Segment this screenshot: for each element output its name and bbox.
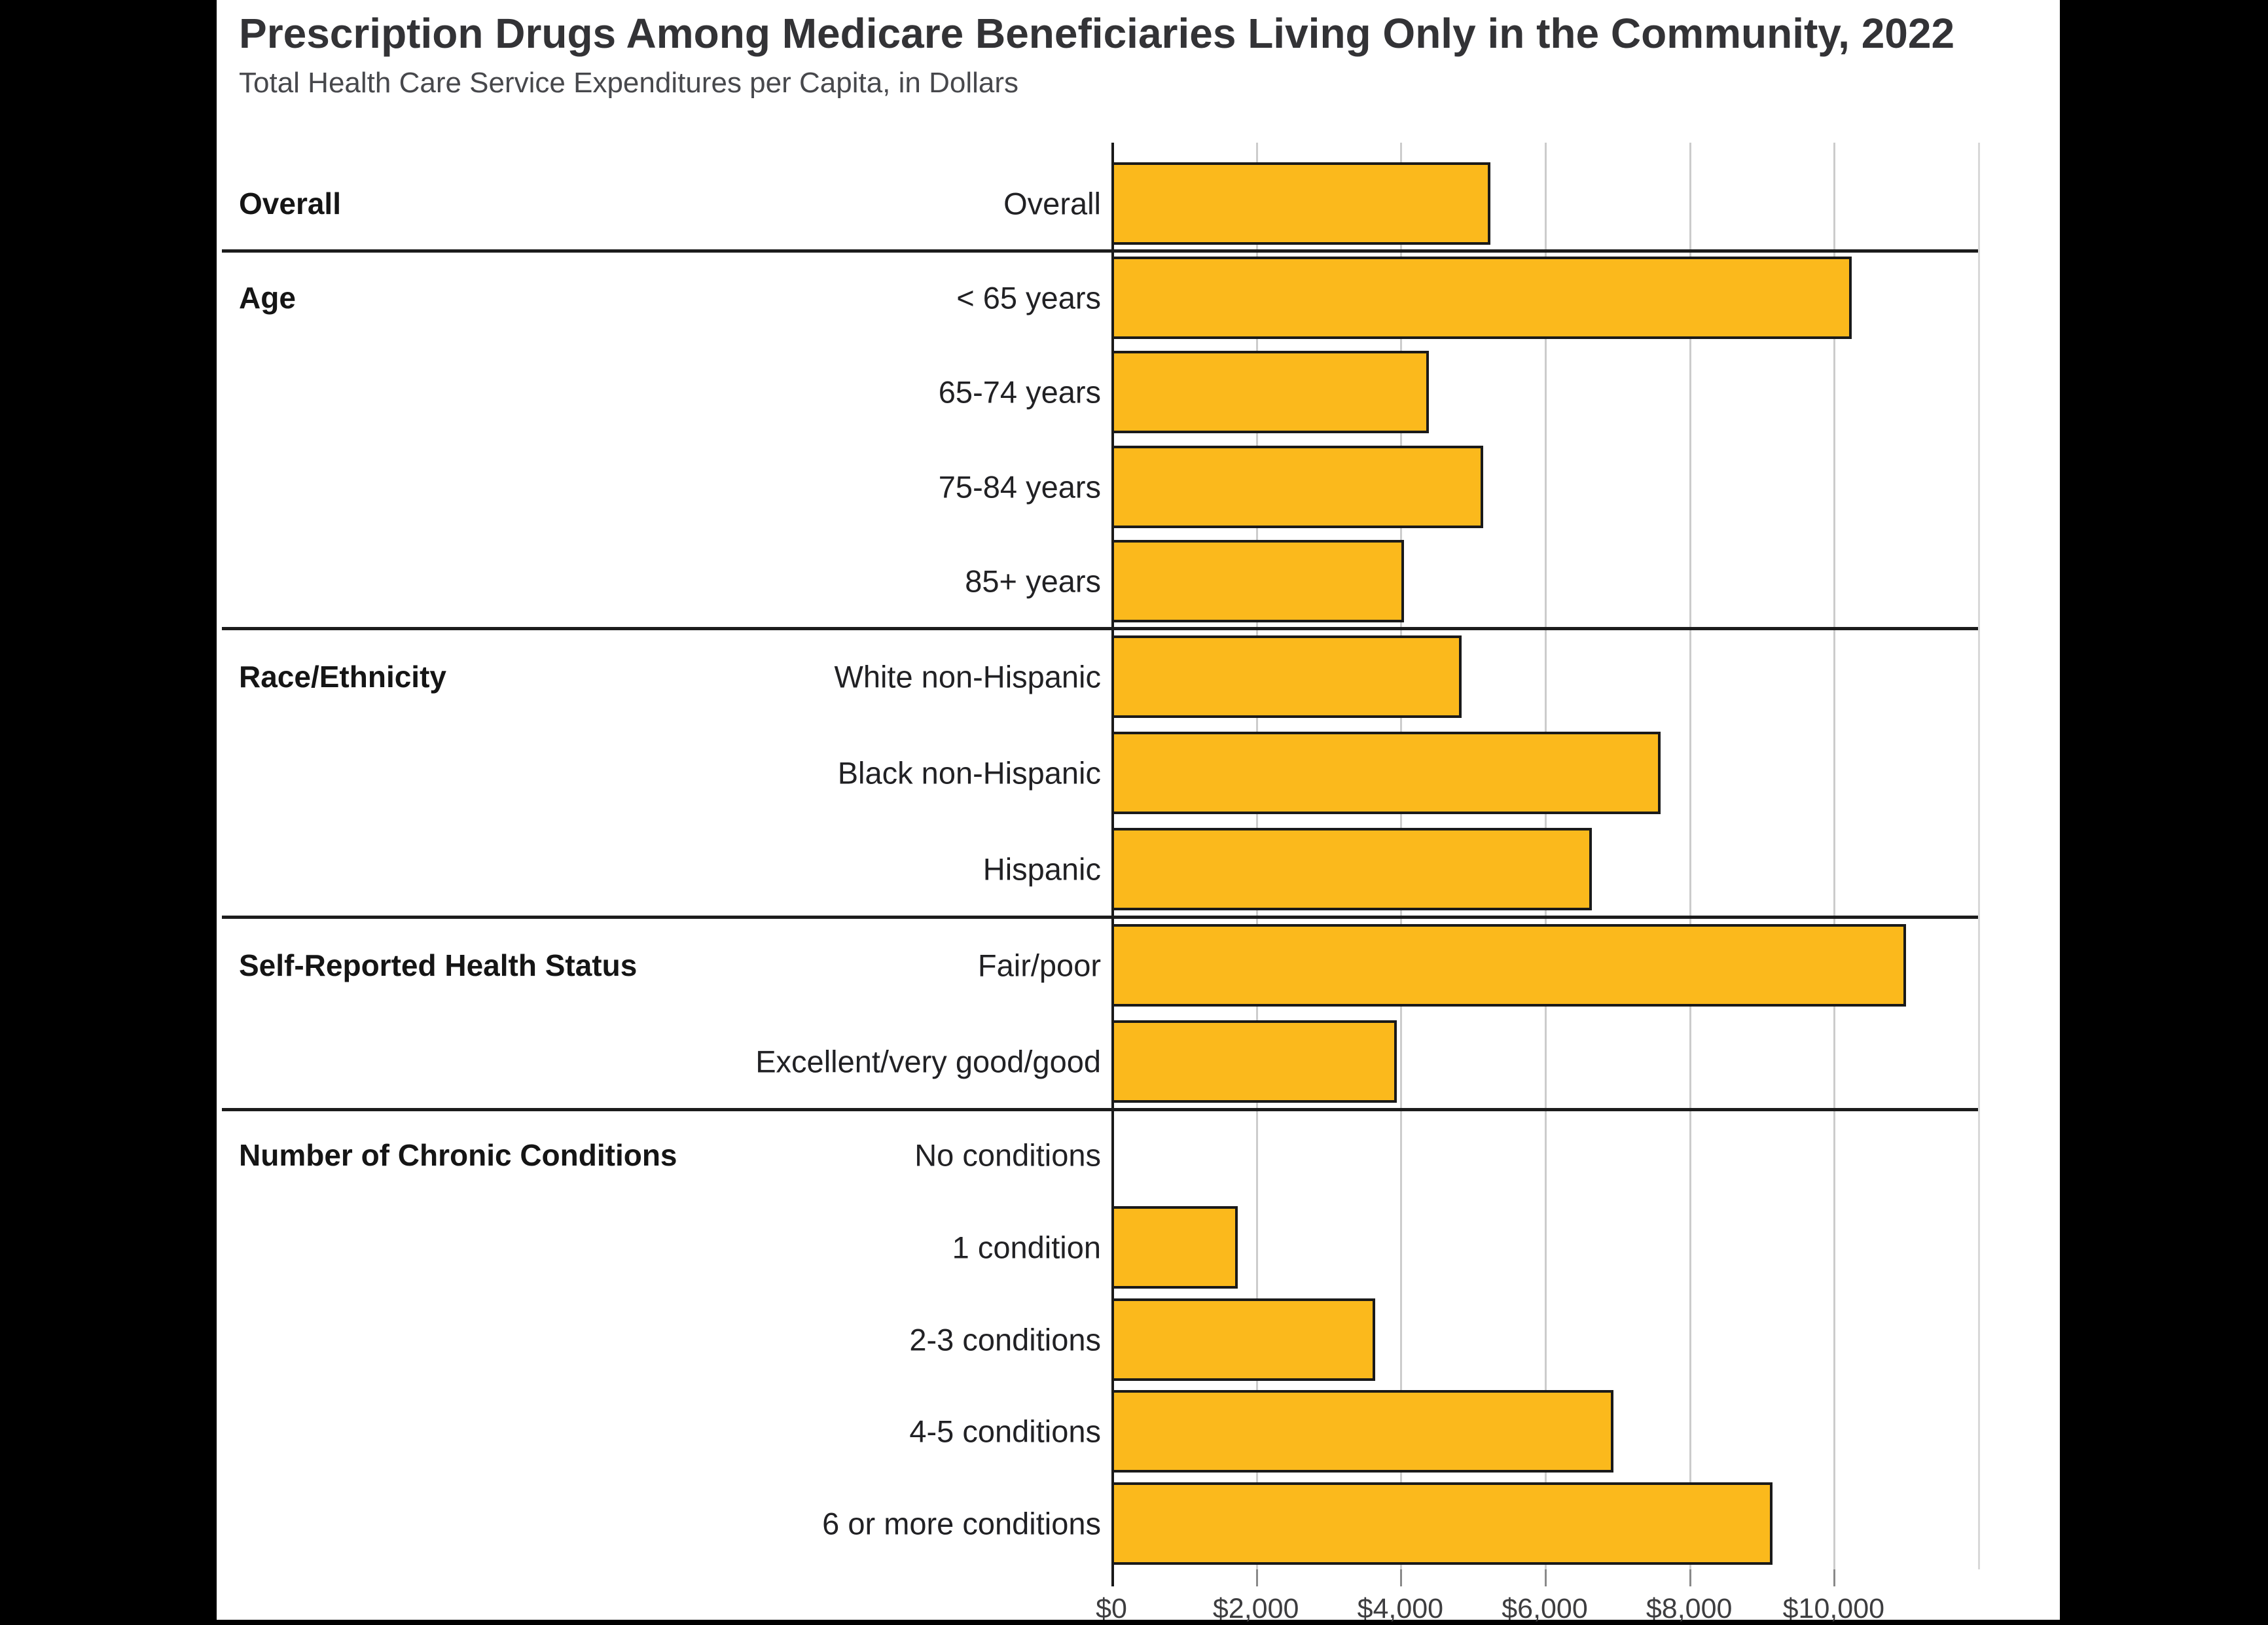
row-label: 1 condition bbox=[952, 1230, 1101, 1265]
bar bbox=[1111, 351, 1429, 433]
bar bbox=[1111, 828, 1592, 910]
x-tick-mark bbox=[1256, 1569, 1258, 1586]
x-tick-mark bbox=[1545, 1569, 1547, 1586]
bar bbox=[1111, 924, 1906, 1007]
section-label: Race/Ethnicity bbox=[239, 659, 446, 694]
x-tick-mark bbox=[1689, 1569, 1691, 1586]
x-tick-mark bbox=[1833, 1569, 1835, 1586]
row-label: Fair/poor bbox=[977, 948, 1101, 982]
bar bbox=[1111, 1390, 1613, 1473]
x-tick-mark bbox=[1400, 1569, 1402, 1586]
section-label: Self-Reported Health Status bbox=[239, 948, 638, 982]
bar bbox=[1111, 1298, 1375, 1381]
section-label: Overall bbox=[239, 186, 341, 221]
row-label: No conditions bbox=[914, 1137, 1101, 1173]
x-tick-label: $8,000 bbox=[1646, 1593, 1733, 1624]
chart-page bbox=[217, 0, 2060, 1624]
bar bbox=[1111, 1482, 1773, 1565]
bar bbox=[1111, 1206, 1238, 1289]
section-divider bbox=[222, 249, 1978, 253]
section-divider bbox=[222, 916, 1978, 919]
row-label: 75-84 years bbox=[938, 469, 1101, 505]
bar bbox=[1111, 257, 1852, 339]
row-label: 4-5 conditions bbox=[909, 1414, 1101, 1449]
row-label: 65-74 years bbox=[938, 374, 1101, 410]
x-tick-label: $10,000 bbox=[1782, 1593, 1885, 1624]
gridline bbox=[1689, 143, 1691, 1569]
x-tick-label: $6,000 bbox=[1502, 1593, 1588, 1624]
bar bbox=[1111, 540, 1404, 622]
row-label: Excellent/very good/good bbox=[755, 1044, 1101, 1079]
section-divider bbox=[222, 627, 1978, 630]
bar bbox=[1111, 635, 1462, 718]
gridline bbox=[1978, 143, 1980, 1569]
row-label: Overall bbox=[1003, 186, 1101, 221]
row-label: < 65 years bbox=[956, 280, 1101, 315]
section-label: Number of Chronic Conditions bbox=[239, 1138, 677, 1173]
x-tick-label: $0 bbox=[1096, 1593, 1127, 1624]
row-label: 2-3 conditions bbox=[909, 1322, 1101, 1357]
x-tick-label: $2,000 bbox=[1212, 1593, 1299, 1624]
gridline bbox=[1833, 143, 1835, 1569]
chart-title: Prescription Drugs Among Medicare Beneficiaries Living Only in the Community, 2022 bbox=[239, 10, 1955, 57]
bar bbox=[1111, 446, 1483, 528]
section-label: Age bbox=[239, 281, 296, 315]
section-divider bbox=[222, 1108, 1978, 1111]
row-label: Black non-Hispanic bbox=[837, 755, 1101, 790]
row-label: White non-Hispanic bbox=[834, 659, 1101, 694]
row-label: 6 or more conditions bbox=[822, 1506, 1101, 1541]
chart-subtitle: Total Health Care Service Expenditures per Capita, in Dollars bbox=[239, 67, 1019, 99]
row-label: 85+ years bbox=[965, 563, 1101, 599]
x-tick-label: $4,000 bbox=[1357, 1593, 1444, 1624]
row-label: Hispanic bbox=[982, 851, 1101, 886]
bar bbox=[1111, 162, 1490, 245]
bar bbox=[1111, 1020, 1397, 1103]
bar bbox=[1111, 732, 1661, 814]
